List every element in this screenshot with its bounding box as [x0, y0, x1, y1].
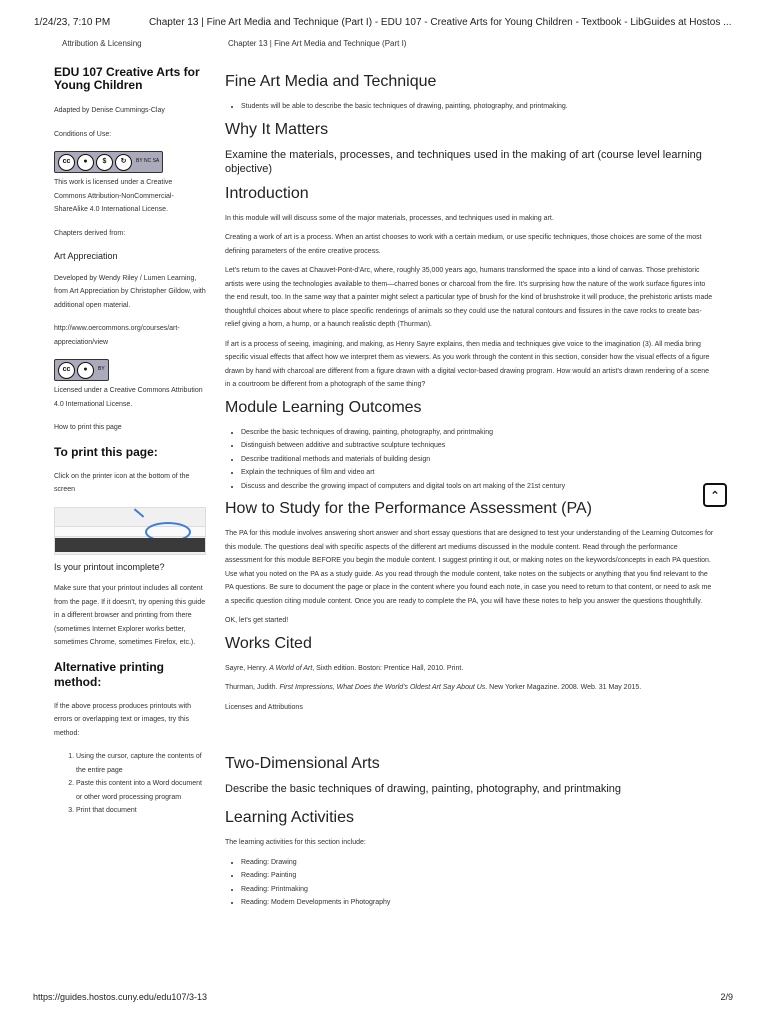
heading-why-it-matters: Why It Matters: [225, 120, 329, 138]
sidebar: [54, 66, 206, 818]
tab-chapter-13[interactable]: Chapter 13 | Fine Art Media and Technique (Part I): [228, 39, 407, 48]
heading-fine-art: Fine Art Media and Technique: [225, 73, 437, 90]
study-paragraph: The PA for this module involves answering short answer and short essay questions that are designed to test your understanding of the Learning Outcomes for this module. The questions deal with specific aspects of the different art mediums discussed in the module content. Read through the performance assessment for this module BEFORE you begin the module content. I suggest printing it out, or making notes on the keywords/concepts in each PA question. Use what you noted on the PA as a study guide. As you read through the module content, take notes on the subjects or anything that you find relevant to the PA questions. Be sure to document the page or place in the content where you found each note, in case you need to return to that content, or need to ask me a specific question citing module content. Once you are ready to complete the PA, you will have these notes to help you answer the questions thoughtfully.: [225, 530, 714, 605]
activity-link[interactable]: • Reading: Printmaking: [241, 883, 715, 897]
source-title: Art Appreciation: [54, 251, 118, 261]
sa-icon: ↻: [115, 154, 132, 171]
adapted-by: Adapted by Denise Cummings-Clay: [54, 107, 165, 114]
alt-print-heading: Alternative printing method:: [54, 659, 165, 689]
intro-paragraph: Creating a work of art is a process. When an artist chooses to work with a certain medium, or use specific techniques, those choices are some of the most defining parameters of the entire creative process.: [225, 234, 702, 255]
licenses-link[interactable]: Licenses and Attributions: [225, 703, 303, 711]
nc-icon: $: [96, 154, 113, 171]
alt-print-text: If the above process produces printouts with errors or overlapping text or images, try this method:: [54, 702, 191, 737]
print-datetime: 1/24/23, 7:10 PM: [34, 17, 111, 28]
conditions-label: Conditions of Use:: [54, 130, 112, 138]
cc-icon: cc: [58, 154, 75, 171]
activity-link[interactable]: • Reading: Modern Developments in Photography: [241, 896, 715, 910]
print-heading: To print this page:: [54, 444, 158, 459]
citation: Thurman, Judith. First Impressions, What Does the World's Oldest Art Say About Us. New Yorker Magazine. 2008. Web. 31 May 2015.: [225, 684, 642, 691]
by-icon: ●: [77, 362, 94, 379]
list-item: • Students will be able to describe the basic techniques of drawing, painting, photography, and printmaking.: [241, 100, 715, 114]
cc-caption: BY: [98, 366, 105, 373]
footer-url: https://guides.hostos.cuny.edu/edu107/3-13: [33, 992, 207, 1002]
two-d-lead: Describe the basic techniques of drawing, painting, photography, and printmaking: [225, 783, 622, 795]
why-lead: Examine the materials, processes, and techniques used in the making of art (course level learning objective): [225, 148, 702, 175]
heading-activities: Learning Activities: [225, 809, 354, 826]
activities-intro: The learning activities for this section include:: [225, 839, 366, 846]
list-item: • Explain the techniques of film and video art: [241, 466, 715, 480]
activities-list: [225, 856, 715, 910]
intro-paragraph: In this module will will discuss some of the major materials, processes, and techniques used in making art.: [225, 214, 554, 222]
print-instructions: Click on the printer icon at the bottom of the screen: [54, 472, 190, 493]
intro-paragraph: Let's return to the caves at Chauvet-Pont-d'Arc, where, roughly 35,000 years ago, humans transformed the space into a kind of canvas. Those prehistoric artists were using the technologies available to them—charred bones or charcoal from the fire. It's surprising how the nature of the work surface figures into the end result, too. In the same way that a painter might select a particular type of brush for the kind of brushstroke it will produce, the prehistoric artists made thoughtful choices about where to place specific renderings of animals so they could use the natural contours and fissures in the cave rocks to create bas-relief giving a horn, a hump, or a haunch realistic depth (Thurman).: [225, 267, 713, 328]
print-page-link[interactable]: How to print this page: [54, 424, 122, 431]
activity-link[interactable]: • Reading: Painting: [241, 869, 715, 883]
activity-link[interactable]: • Reading: Drawing: [241, 856, 715, 870]
print-header: [34, 17, 731, 28]
double-chevron-up-icon: ⌃: [710, 489, 720, 502]
cc-by-nc-sa-badge[interactable]: [54, 151, 163, 173]
list-item: • Discuss and describe the growing impact of computers and digital tools on art making of the 21st century: [241, 480, 715, 494]
list-item: 1. Using the cursor, capture the contents of the entire page: [76, 750, 206, 777]
intro-paragraph: If art is a process of seeing, imagining, and making, as Henry Sayre explains, then media and techniques give voice to the imagination (3). All media bring specific visual effects that affect how we interpret them as viewers. As you work through the content in this section, consider how the visual effects of a figure drawn by hand with charcoal are different from a figure drawn with a digital vector-based drawing program. How would an artist's drawn rendering of a scene in a courtroom be different from a photograph of the same thing?: [225, 340, 710, 388]
heading-introduction: Introduction: [225, 184, 309, 202]
cc-caption: BY NC SA: [136, 158, 160, 165]
study-paragraph: OK, let's get started!: [225, 617, 289, 624]
incomplete-heading: Is your printout incomplete?: [54, 561, 165, 572]
citation: Sayre, Henry. A World of Art, Sixth edition. Boston: Prentice Hall, 2010. Print.: [225, 664, 464, 672]
heading-works-cited: Works Cited: [225, 634, 312, 652]
list-item: 2. Paste this content into a Word document or other word processing program: [76, 777, 206, 804]
tab-attribution[interactable]: Attribution & Licensing: [62, 39, 142, 48]
heading-study: How to Study for the Performance Assessment (PA): [225, 500, 592, 517]
incomplete-text: Make sure that your printout includes all content from the page. If it doesn't, try opening this guide in a different browser and printing from there (sometimes Internet Explorer works better, sometimes Chrome, sometimes Firefox, etc.).: [54, 585, 206, 646]
list-item: • Describe traditional methods and materials of building design: [241, 453, 715, 467]
list-item: 3. Print that document: [76, 804, 206, 818]
alt-print-steps: [54, 750, 206, 818]
by-icon: ●: [77, 154, 94, 171]
source-link[interactable]: http://www.oercommons.org/courses/art-appreciation/view: [54, 325, 180, 346]
scroll-to-top-button[interactable]: [703, 483, 727, 507]
license-text-1: This work is licensed under a Creative Commons Attribution-NonCommercial-ShareAlike 4.0 International License.: [54, 179, 174, 213]
outcomes-list: [225, 426, 715, 494]
derived-label: Chapters derived from:: [54, 229, 126, 237]
cc-by-badge[interactable]: [54, 359, 109, 381]
main-content: [225, 72, 715, 916]
footer-page-number: 2/9: [720, 992, 733, 1002]
cc-icon: cc: [58, 362, 75, 379]
license-text-2: Licensed under a Creative Commons Attribution 4.0 International License.: [54, 387, 203, 408]
list-item: • Distinguish between additive and subtractive sculpture techniques: [241, 439, 715, 453]
list-item: • Describe the basic techniques of drawing, painting, photography, and printmaking: [241, 426, 715, 440]
print-screenshot-image: [54, 507, 206, 555]
sidebar-title: EDU 107 Creative Arts for Young Children: [54, 65, 200, 92]
print-title: Chapter 13 | Fine Art Media and Technique (Part I) - EDU 107 - Creative Arts for Young Children - Textbook - LibGuides at Hostos ...: [148, 17, 732, 28]
source-description: Developed by Wendy Riley / Lumen Learning, from Art Appreciation by Christopher Gildow, with additional open material.: [54, 274, 206, 309]
heading-outcomes: Module Learning Outcomes: [225, 398, 422, 416]
heading-two-d: Two-Dimensional Arts: [225, 755, 380, 772]
